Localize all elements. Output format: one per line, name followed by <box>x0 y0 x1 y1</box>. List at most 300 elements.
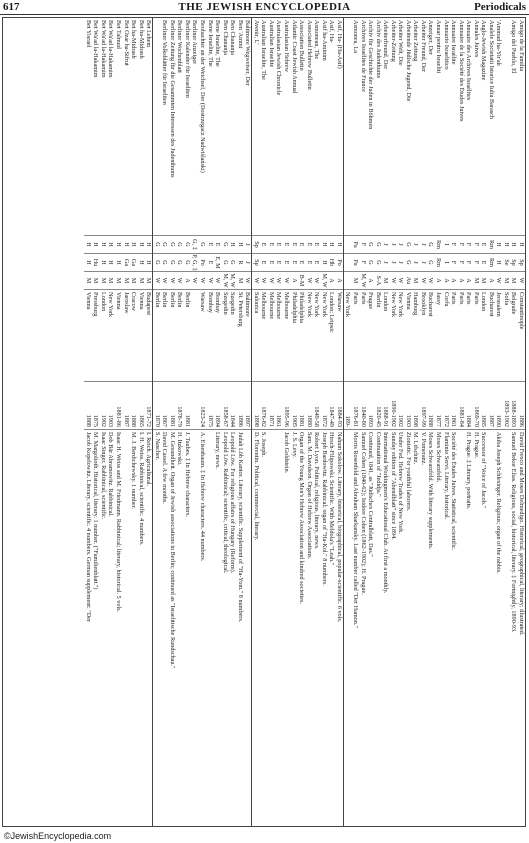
cell-lang: F <box>359 236 367 254</box>
cell-country: J <box>419 254 427 272</box>
cell-title: Bet Lehem <box>145 18 153 236</box>
cell-years: 1887 <box>122 382 130 430</box>
cell-years: 1893-1902 <box>502 382 510 430</box>
cell-title: Berliner Zeitung für die Gesammten Interessen des Judenthums <box>168 18 176 236</box>
cell-place: Brooklyn <box>419 290 427 382</box>
cell-years: 1871 <box>267 382 275 430</box>
cell-place: Paris <box>472 290 480 382</box>
cell-title: Archiv des Judenthums <box>374 18 382 236</box>
cell-freq: A <box>328 272 336 290</box>
cell-freq: A <box>465 272 473 290</box>
cell-place: Szegedin <box>221 290 229 382</box>
cell-place: Salonica <box>252 290 260 382</box>
cell-lang: E <box>275 236 283 254</box>
cell-notes: David Fresco and Moses Delmedigo. Historical, geographical, literary; illustrated. <box>518 432 525 636</box>
cell-years: 1897 <box>244 382 252 430</box>
cell-country: E <box>283 254 291 272</box>
cell-lang: H <box>495 236 503 254</box>
cell-years: 1881-84 <box>457 382 465 430</box>
cell-notes <box>244 430 252 826</box>
table-row <box>168 18 176 826</box>
cell-lang <box>344 236 352 254</box>
table-section <box>152 18 251 826</box>
cell-freq: A <box>183 272 191 290</box>
table-row <box>442 18 450 826</box>
cell-title: Asmonea, La <box>351 18 359 236</box>
cell-years: 1858-67 <box>221 382 229 430</box>
cell-notes: H. Itzkowski. <box>176 432 184 466</box>
cell-lang: Sp <box>252 236 260 254</box>
cell-place: New York <box>313 290 321 382</box>
cell-freq: A <box>457 272 465 290</box>
cell-lang: E <box>313 236 321 254</box>
cell-freq: M <box>107 272 115 290</box>
table-row <box>183 18 191 826</box>
cell-place: New York <box>397 290 405 382</box>
cell-place: New York <box>305 290 313 382</box>
cell-lang: F <box>472 236 480 254</box>
table-row <box>305 18 313 826</box>
cell-lang: G <box>427 236 435 254</box>
cell-freq: W <box>305 272 313 290</box>
cell-years: 1903 <box>404 382 412 430</box>
table-row <box>404 18 412 826</box>
cell-notes: Nahum Sokolow. Literary, historical, biographical, popular-scientific. 6 vols. <box>335 432 343 623</box>
cell-notes: Continued, 1841, as "Jüdisches Centralblatt, Das." <box>367 432 375 557</box>
cell-place: Baltimore <box>244 290 252 382</box>
cell-years: 1861 <box>450 382 458 430</box>
cell-freq: W <box>214 272 222 290</box>
cell-freq: M, W <box>229 272 237 290</box>
cell-notes: Sam. M. Davidson. Organ of Hebrew Associations. <box>305 432 313 560</box>
cell-lang: H <box>510 236 518 254</box>
table-row <box>92 18 100 826</box>
cell-lang: G <box>183 236 191 254</box>
table-row <box>214 18 222 826</box>
cell-lang: E <box>290 236 298 254</box>
table-row <box>161 18 169 826</box>
table-row <box>434 18 442 826</box>
cell-country: G <box>229 254 237 272</box>
table-row <box>221 18 229 826</box>
cell-lang: G <box>198 236 206 254</box>
cell-title: Annuario Israelitico <box>442 18 450 236</box>
cell-country: Sp <box>517 254 525 272</box>
cell-place: Constantinople <box>517 290 525 382</box>
cell-notes <box>122 430 130 826</box>
cell-freq: W <box>161 272 169 290</box>
cell-notes <box>487 430 495 826</box>
cell-freq: M <box>351 272 359 290</box>
cell-years: 1876-81 <box>351 382 359 430</box>
cell-lang: E <box>206 236 214 254</box>
cell-years: 1881 <box>168 382 176 430</box>
cell-freq: M, W <box>221 272 229 290</box>
cell-place: London <box>382 290 390 382</box>
cell-notes: Joseph Bardowitz. Rabbinical; organ of "Ha-Kol." 8 numbers. <box>320 432 328 586</box>
cell-title: Bet Ozar ha-Sifrut <box>122 18 130 236</box>
cell-lang: H <box>328 236 336 254</box>
cell-notes: J. Taubes. ‡ In Hebrew characters. <box>183 432 191 518</box>
cell-place: London; Leipsic <box>328 290 336 382</box>
cell-years: 1893 <box>367 382 375 430</box>
cell-notes: Flaminio Servi. Literary, historical. <box>442 432 450 520</box>
table-row <box>206 18 214 826</box>
cell-title: Berliner Wochenblatt <box>176 18 184 236</box>
table-row <box>176 18 184 826</box>
cell-lang: H <box>122 236 130 254</box>
cell-title: Archives Israélites de France <box>359 18 367 236</box>
cell-title: Bet Yisrael <box>84 18 92 236</box>
table-row <box>275 18 283 826</box>
cell-title: Ben 'Ammi <box>236 18 244 236</box>
cell-freq: W <box>427 272 435 290</box>
cell-place: Sofia <box>502 290 510 382</box>
table-row <box>267 18 275 826</box>
cell-freq: A <box>487 272 495 290</box>
cell-notes: International Workingmen's Educational Club. At first a monthly. <box>382 432 390 594</box>
cell-lang: G <box>161 236 169 254</box>
cell-years: 1886 <box>236 382 244 430</box>
table-row <box>457 18 465 826</box>
cell-country: J <box>412 254 420 272</box>
cell-title: Asmonean, The <box>313 18 321 236</box>
table-row <box>389 18 397 826</box>
cell-freq: S-A <box>374 272 382 290</box>
cell-country: F <box>472 254 480 272</box>
cell-place: Corfu <box>442 290 450 382</box>
cell-country: Sp <box>510 254 518 272</box>
table-row <box>229 18 237 826</box>
cell-place: Paris <box>457 290 465 382</box>
cell-notes: J. S. Levy. <box>290 432 298 458</box>
cell-notes: Hirsch-Filipowski. Scientific. With Meldola's "Leah." <box>328 432 336 566</box>
cell-years: 1878-79 <box>176 382 184 430</box>
cell-years: 1898 <box>412 382 420 430</box>
cell-notes: Isaac H. Weiss and M. Friedmann. Rabbinical; literary, historical. 5 vols. <box>115 432 123 613</box>
cell-notes: Organ of the Young Men's Hebrew Association and kindred societies. <box>298 432 306 604</box>
table-row <box>502 18 510 826</box>
cell-country: H <box>99 254 107 272</box>
cell-lang: F <box>450 236 458 254</box>
cell-notes: Under Fed. Hebrew Trades of New York. <box>397 432 405 534</box>
cell-notes <box>502 430 510 826</box>
cell-lang: Rm <box>487 236 495 254</box>
cell-years: 1820-45 <box>374 382 382 430</box>
table-row <box>137 18 145 826</box>
cell-lang: I <box>442 236 450 254</box>
cell-notes: H. Prague. ‡ Literary, portraits. <box>465 432 473 510</box>
cell-title: Analele Societatii Istorice Iuliu Barasch <box>487 18 495 236</box>
cell-lang: H <box>114 236 122 254</box>
cell-lang: H <box>335 236 343 254</box>
cell-title: Annales Juives <box>472 18 480 236</box>
cell-place: Berlin <box>161 290 169 382</box>
table-row <box>114 18 122 826</box>
cell-country: H <box>84 254 92 272</box>
cell-freq: M <box>99 272 107 290</box>
cell-title: Bet ha-Midrash <box>137 18 145 236</box>
cell-country: G <box>404 254 412 272</box>
cell-lang: H <box>130 236 138 254</box>
cell-notes: Dob Bär Abramowitz. Rabbinical. <box>107 432 115 517</box>
cell-title: Arbeiter Zeitung <box>412 18 420 236</box>
table-row <box>313 18 321 826</box>
cell-years: 1881 <box>298 382 306 430</box>
cell-title: 'Ammud ha-Yir'ah <box>495 18 503 236</box>
cell-country: Hb <box>328 254 336 272</box>
cell-notes: M. Margolioth. Historical, literary. 1 number. ("Familienblatt.") <box>92 432 100 590</box>
table-row <box>328 18 336 826</box>
cell-years: 1881 <box>183 382 191 430</box>
cell-years: 1844 <box>229 382 237 430</box>
cell-years: 1877 <box>434 382 442 430</box>
table-row <box>153 18 161 826</box>
cell-lang: E <box>214 236 222 254</box>
cell-title: Arbeitende Jüdische Jugend, Die <box>404 18 412 236</box>
table-row <box>351 18 359 826</box>
cell-freq: M <box>122 272 130 290</box>
cell-freq: W <box>389 272 397 290</box>
cell-country: F <box>465 254 473 272</box>
table-row <box>487 18 495 826</box>
cell-years: 1888 <box>84 382 92 430</box>
table-row <box>107 18 115 826</box>
cell-lang: G <box>221 236 229 254</box>
cell-notes: Akiba Joseph Schlesinger. Religious; organ of the rabbis. <box>495 432 503 574</box>
cell-country: Sp <box>252 254 260 272</box>
cell-notes: Isaac Singer. Rabbinical, scientific. <box>99 432 107 520</box>
cell-country: H <box>145 254 153 272</box>
table-row <box>130 18 138 826</box>
table-row <box>495 18 503 826</box>
cell-title: Arbeiter Welt, Die <box>397 18 405 236</box>
cell-notes: Robert Lyon. Political, religious, literary, news. <box>313 432 321 550</box>
cell-country: H <box>320 254 328 272</box>
cell-title: Archiv für Geschichte der Juden in Böhmen <box>367 18 375 236</box>
table-row <box>99 18 107 826</box>
cell-place: Vienna <box>114 290 122 382</box>
cell-place: Melbourne <box>260 290 268 382</box>
cell-place: Berlin <box>168 290 176 382</box>
page-number: 617 <box>3 1 20 13</box>
cell-years: 1849-58 <box>313 382 321 430</box>
cell-title: Anglo-Jewish Magazine <box>480 18 488 236</box>
cell-title: Annuaire Israélite <box>450 18 458 236</box>
table-row <box>367 18 375 826</box>
cell-place: Paris <box>450 290 458 382</box>
cell-freq: W <box>275 272 283 290</box>
cell-lang: E <box>283 236 291 254</box>
cell-years: 1823-24 <box>198 382 206 430</box>
cell-country: Po <box>335 254 343 272</box>
cell-country: G <box>427 254 435 272</box>
cell-freq: A <box>434 272 442 290</box>
cell-lang: G <box>153 236 161 254</box>
cell-freq: M <box>236 272 244 290</box>
cell-title: Berliner Kalender für Israeliten <box>183 18 191 236</box>
cell-place: Melbourne <box>283 290 291 382</box>
table-row <box>374 18 382 826</box>
cell-freq: W <box>176 272 184 290</box>
cell-place: Warsaw <box>335 290 343 382</box>
cell-place: London <box>99 290 107 382</box>
cell-country: F <box>359 254 367 272</box>
cell-freq: M, W <box>359 272 367 290</box>
cell-lang: E <box>480 236 488 254</box>
table-row <box>283 18 291 826</box>
cell-place: Vienna <box>137 290 145 382</box>
copyright-notice[interactable]: ©JewishEncyclopedia.com <box>4 831 112 841</box>
cell-years: 1888-91 <box>382 382 390 430</box>
cell-place: Bombay <box>206 290 214 382</box>
cell-notes: David Cassel. A few months. <box>161 432 169 504</box>
cell-title <box>344 18 352 236</box>
cell-years: 1894 <box>214 382 222 430</box>
table-row <box>145 18 153 826</box>
cell-place: Prague <box>367 290 375 382</box>
cell-freq <box>344 272 352 290</box>
cell-place: Jerusalem <box>495 290 503 382</box>
cell-lang: G <box>367 236 375 254</box>
cell-title: Australian Israelite <box>267 18 275 236</box>
cell-years: 1888 <box>427 382 435 430</box>
cell-freq: M <box>472 272 480 290</box>
cell-freq: W <box>283 272 291 290</box>
cell-title: Bet Wa'ad la-Hakamim <box>107 18 115 236</box>
periodicals-table <box>2 17 526 827</box>
cell-place: Pressburg <box>92 290 100 382</box>
cell-country <box>344 254 352 272</box>
cell-years: 1884-93 <box>335 382 343 430</box>
cell-freq: M <box>382 272 390 290</box>
cell-notes: Société des Études Juives. Statistical, scientific. <box>450 432 458 551</box>
cell-country: Pa <box>351 254 359 272</box>
cell-years: 1870 <box>153 382 161 430</box>
cell-lang: G, ‡ <box>191 236 199 254</box>
cell-freq: M <box>480 272 488 290</box>
cell-notes: Continuation of "Jedidja." <box>374 432 382 497</box>
table-row <box>244 18 252 826</box>
cell-notes: V. Pomeranz. <box>419 432 427 466</box>
cell-country: E <box>206 254 214 272</box>
cell-country: H <box>107 254 115 272</box>
cell-country: Rm <box>434 254 442 272</box>
cell-freq: W <box>517 272 525 290</box>
cell-years: 1902 <box>397 382 405 430</box>
cell-years: 1886 <box>517 382 525 430</box>
table-row <box>517 18 525 826</box>
table-row <box>412 18 420 826</box>
cell-country: E <box>480 254 488 272</box>
cell-country: H <box>114 254 122 272</box>
cell-lang: H <box>236 236 244 254</box>
cell-years: 1897-99 <box>419 382 427 430</box>
cell-lang: E <box>260 236 268 254</box>
cell-years: 1885 <box>480 382 488 430</box>
cell-freq: M <box>137 272 145 290</box>
section-label: Periodicals <box>474 1 526 13</box>
cell-place: Paris <box>465 290 473 382</box>
cell-lang: H <box>137 236 145 254</box>
cell-country: F <box>457 254 465 272</box>
cell-lang: H <box>84 236 92 254</box>
cell-notes: D. Florentin. Political, commercial, literary. <box>252 432 260 541</box>
cell-freq: W <box>198 272 206 290</box>
cell-years: 1880 <box>305 382 313 430</box>
cell-title: Ben Chananja <box>221 18 229 236</box>
cell-lang: J <box>244 236 252 254</box>
cell-place: Berlin <box>374 290 382 382</box>
cell-notes: Moses Schwarzfeld. <box>434 432 442 483</box>
cell-title: Avenir, L' <box>252 18 260 236</box>
cell-years: 1898 <box>252 382 260 430</box>
cell-country: G <box>153 254 161 272</box>
cell-lang: J <box>389 236 397 254</box>
cell-years: 1903 <box>107 382 115 430</box>
cell-place: New York <box>344 290 352 382</box>
cell-notes <box>191 430 199 826</box>
table-row <box>480 18 488 826</box>
table-row <box>359 18 367 826</box>
cell-title: Associated Hebrew Bulletin <box>305 18 313 236</box>
cell-title <box>153 18 161 236</box>
cell-lang: H <box>502 236 510 254</box>
cell-place: Bucharest <box>427 290 435 382</box>
cell-freq: M <box>502 272 510 290</box>
cell-notes: Moses Schwarzfeld. With literary supplements. <box>427 432 435 550</box>
cell-notes: I. H. Weiss. Rabbinical, scientific. 4 numbers. <box>137 432 145 546</box>
cell-country: E, M <box>214 254 222 272</box>
cell-country: G <box>367 254 375 272</box>
cell-lang: H <box>320 236 328 254</box>
table-row <box>419 18 427 826</box>
cell-country: E <box>275 254 283 272</box>
cell-notes: Sunday edition of "Abendblatt" since 1894. <box>389 432 397 540</box>
cell-place: New York <box>320 290 328 382</box>
cell-title: Asif ha-Aminim <box>320 18 328 236</box>
cell-lang: J <box>382 236 390 254</box>
cell-place: Budapest <box>145 290 153 382</box>
cell-lang: G <box>374 236 382 254</box>
cell-title: Annuaire des Archives Israélites <box>465 18 473 236</box>
cell-notes: M. J. Berdichewsky. 1 number. <box>130 432 138 509</box>
cell-country: Hu <box>92 254 100 272</box>
cell-notes: Samuel Cohen (1840-62); Isidore Cohen (1862-1902); H. Prague. <box>359 432 367 595</box>
cell-years: 1888-1893 <box>510 382 518 430</box>
cell-notes: M. Gesundheit. Organ of Jewish associations in Berlin; continued as "Israelitische Rundschau." <box>168 432 176 669</box>
cell-title: Bene Israelite, The <box>206 18 214 236</box>
cell-place: Vienna <box>404 290 412 382</box>
cell-country: J <box>397 254 405 272</box>
cell-place: London <box>480 290 488 382</box>
table-row <box>472 18 480 826</box>
table-section <box>251 18 343 826</box>
cell-notes: S. Nascher. <box>153 432 161 461</box>
cell-years: 1840-80 <box>359 382 367 430</box>
cell-title <box>502 18 510 236</box>
cell-lang: Rm <box>434 236 442 254</box>
table-row <box>290 18 298 826</box>
cell-country: G <box>168 254 176 272</box>
cell-country: H <box>137 254 145 272</box>
cell-lang: F <box>457 236 465 254</box>
cell-title: Berliner Volksblätter für Israeliten <box>161 18 169 236</box>
cell-country: Ga <box>130 254 138 272</box>
cell-lang: G <box>168 236 176 254</box>
cell-country: P, G, ‡ <box>191 254 199 271</box>
cell-years: 1895-96 <box>283 382 291 430</box>
